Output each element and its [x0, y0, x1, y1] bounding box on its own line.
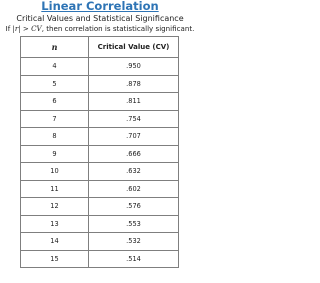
- table-row: [21, 198, 179, 216]
- significance-rule: [0, 24, 200, 34]
- table-row: [21, 75, 179, 93]
- cv-cell: .754: [89, 110, 179, 128]
- n-cell: 12: [21, 198, 89, 216]
- rule-operator: >: [22, 24, 29, 33]
- cv-cell: .532: [89, 233, 179, 251]
- cv-cell: .707: [89, 128, 179, 146]
- n-cell: 14: [21, 233, 89, 251]
- table-row: [21, 250, 179, 268]
- cv-cell: .514: [89, 250, 179, 268]
- n-cell: 8: [21, 128, 89, 146]
- cv-cell: .666: [89, 145, 179, 163]
- cv-cell: .950: [89, 58, 179, 76]
- table-row: [21, 58, 179, 76]
- table-row: [21, 233, 179, 251]
- table-row: [21, 215, 179, 233]
- column-header-n: n: [21, 37, 89, 58]
- n-cell: 10: [21, 163, 89, 181]
- table-row: [21, 145, 179, 163]
- table-row: [21, 128, 179, 146]
- column-header-critical-value: Critical Value (CV): [89, 37, 179, 58]
- n-cell: 5: [21, 75, 89, 93]
- cv-cell: .553: [89, 215, 179, 233]
- n-cell: 7: [21, 110, 89, 128]
- rule-lhs: |r|: [12, 24, 21, 33]
- n-cell: 13: [21, 215, 89, 233]
- n-cell: 4: [21, 58, 89, 76]
- page-subtitle: Critical Values and Statistical Significance: [16, 14, 184, 23]
- cv-cell: .878: [89, 75, 179, 93]
- page-title: Linear Correlation: [41, 0, 159, 13]
- n-cell: 9: [21, 145, 89, 163]
- cv-cell: .632: [89, 163, 179, 181]
- cv-cell: .602: [89, 180, 179, 198]
- rule-suffix: , then correlation is statistically significant.: [41, 24, 195, 33]
- table-row: [21, 163, 179, 181]
- n-cell: 11: [21, 180, 89, 198]
- table-row: [21, 93, 179, 111]
- cv-cell: .576: [89, 198, 179, 216]
- n-cell: 6: [21, 93, 89, 111]
- critical-values-table: [20, 36, 179, 268]
- table-header-row: [21, 37, 179, 58]
- cv-cell: .811: [89, 93, 179, 111]
- rule-rhs: CV: [31, 24, 42, 33]
- rule-prefix: If: [5, 24, 11, 33]
- table-row: [21, 110, 179, 128]
- table-row: [21, 180, 179, 198]
- n-cell: 15: [21, 250, 89, 268]
